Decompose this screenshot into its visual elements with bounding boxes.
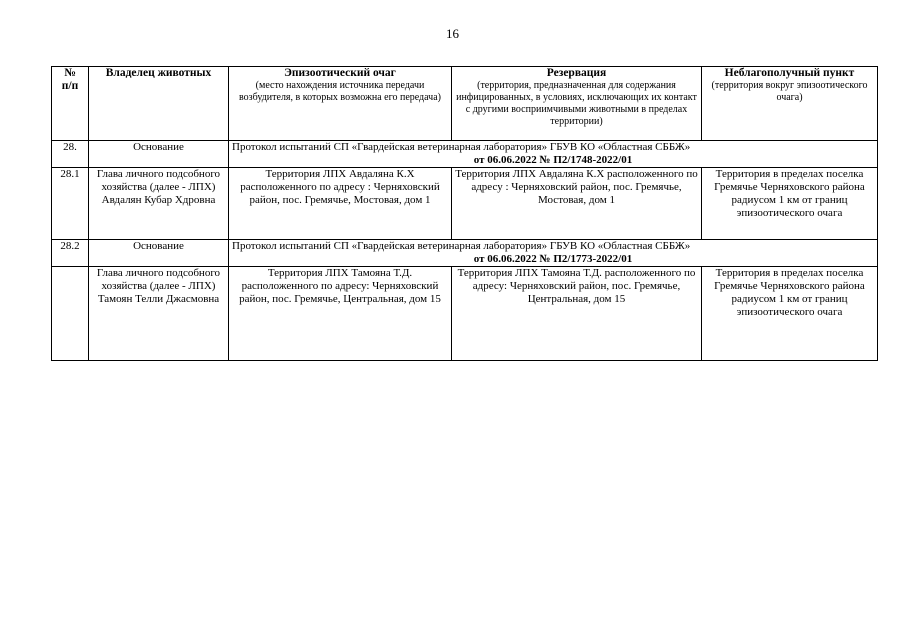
row-number: 28. [52, 141, 89, 168]
header-owner [89, 67, 229, 141]
header-owner-title: Владелец животных [105, 67, 212, 79]
header-number-line1: № [64, 67, 76, 79]
row-number: 28.1 [52, 168, 89, 240]
row-number: 28.2 [52, 240, 89, 267]
header-unfavorable-title: Неблагополучный пункт [724, 67, 855, 79]
protocol-date: от 06.06.2022 № П2/1748-2022/01 [473, 154, 633, 166]
row-protocol [229, 240, 878, 267]
header-reservation-title: Резервация [546, 67, 607, 79]
header-focus-title: Эпизоотический очаг [284, 67, 396, 79]
row-unfavorable: Территория в пределах поселка Гремячье Черняховского района радиусом 1 км от границ эпизоотического очага [702, 267, 878, 361]
protocol-text: Протокол испытаний СП «Гвардейская ветеринарная лаборатория» ГБУВ КО «Областная СББЖ» [232, 141, 691, 153]
row-owner: Глава личного подсобного хозяйства (далее - ЛПХ) Авдалян Кубар Хдровна [89, 168, 229, 240]
header-focus [229, 67, 452, 141]
row-focus: Территория ЛПХ Тамояна Т.Д. расположенного по адресу: Черняховский район, пос. Гремячье, Центральная, дом 15 [229, 267, 452, 361]
row-focus: Территория ЛПХ Авдаляна К.Х расположенного по адресу : Черняховский район, пос. Гремячье, Мостовая, дом 1 [229, 168, 452, 240]
row-owner: Основание [89, 240, 229, 267]
header-reservation [452, 67, 702, 141]
table-row [52, 168, 878, 240]
header-reservation-subtitle: (территория, предназначенная для содержания инфицированных, в условиях, исключающих их контакт с другими восприимчивыми животными в пределах территории) [456, 80, 697, 127]
header-unfavorable-subtitle: (территория вокруг эпизоотического очага) [711, 80, 868, 103]
table-row [52, 267, 878, 361]
row-reservation: Территория ЛПХ Авдаляна К.Х расположенного по адресу : Черняховский район, пос. Гремячье, Мостовая, дом 1 [452, 168, 702, 240]
header-unfavorable [702, 67, 878, 141]
row-protocol [229, 141, 878, 168]
row-owner: Основание [89, 141, 229, 168]
page-number: 16 [446, 26, 459, 41]
protocol-text: Протокол испытаний СП «Гвардейская ветеринарная лаборатория» ГБУВ КО «Областная СББЖ» [232, 240, 691, 252]
protocol-date: от 06.06.2022 № П2/1773-2022/01 [473, 253, 633, 265]
row-unfavorable: Территория в пределах поселка Гремячье Черняховского района радиусом 1 км от границ эпизоотического очага [702, 168, 878, 240]
row-reservation: Территория ЛПХ Тамояна Т.Д. расположенного по адресу: Черняховский район, пос. Гремячье, Центральная, дом 15 [452, 267, 702, 361]
row-owner: Глава личного подсобного хозяйства (далее - ЛПХ) Тамоян Телли Джасмовна [89, 267, 229, 361]
table-row-basis [52, 240, 878, 267]
row-number [52, 267, 89, 361]
header-number [52, 67, 89, 141]
animal-disease-table [51, 66, 878, 361]
table-row-basis [52, 141, 878, 168]
header-focus-subtitle: (место нахождения источника передачи возбудителя, в которых возможна его передача) [239, 80, 441, 103]
header-number-line2: п/п [61, 80, 79, 92]
table-header-row [52, 67, 878, 141]
